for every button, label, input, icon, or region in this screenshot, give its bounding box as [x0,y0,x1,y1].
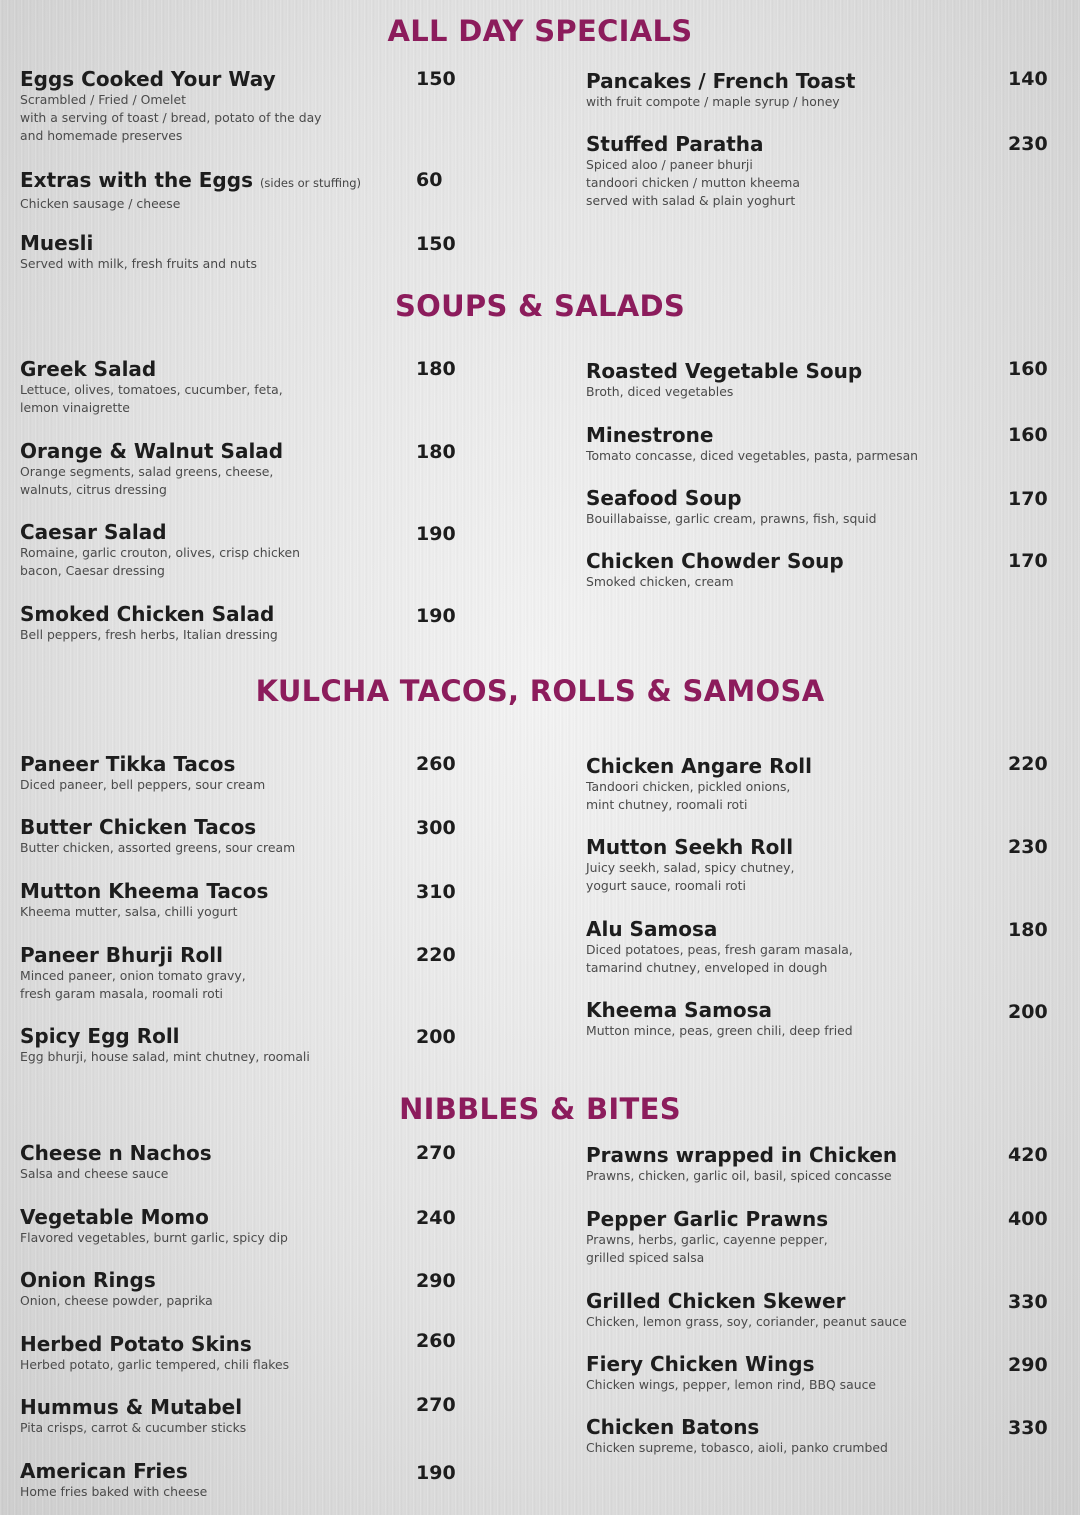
item-price: 290 [1008,1354,1048,1376]
item-name: Chicken Chowder Soup [586,549,844,573]
item-name: Herbed Potato Skins [20,1332,252,1356]
item-name: Greek Salad [20,357,157,381]
item-desc: Mutton mince, peas, green chili, deep fried [586,1023,853,1038]
item-name: Spicy Egg Roll [20,1024,180,1048]
item-desc: Juicy seekh, salad, spicy chutney, yogurt sauce, roomali roti [586,860,795,893]
item-name: Seafood Soup [586,486,742,510]
item-price: 420 [1008,1144,1048,1166]
menu-item-herbed-potato-skins [20,1332,289,1374]
menu-item-alu-samosa [586,917,853,977]
section-title-nibbles-bites: NIBBLES & BITES [399,1092,681,1126]
item-desc: Spiced aloo / paneer bhurji tandoori chicken / mutton kheema served with salad & plain yoghurt [586,157,800,208]
item-desc: Butter chicken, assorted greens, sour cream [20,840,296,855]
item-desc: Chicken sausage / cheese [20,196,181,211]
item-name: Eggs Cooked Your Way [20,67,276,91]
menu-item-hummus-mutabel [20,1395,246,1437]
menu-item-vegetable-momo [20,1205,288,1247]
item-desc: with fruit compote / maple syrup / honey [586,94,840,109]
item-name: Vegetable Momo [20,1205,209,1229]
menu-item-extras-with-the-eggs [20,168,361,213]
item-name: Hummus & Mutabel [20,1395,243,1419]
item-name: Chicken Batons [586,1415,760,1439]
menu-item-mutton-seekh-roll [586,835,794,895]
menu-item-chicken-batons [586,1415,888,1457]
menu-item-cheese-n-nachos [20,1141,212,1183]
item-price: 310 [416,881,456,903]
item-name: Pepper Garlic Prawns [586,1207,829,1231]
item-desc: Chicken wings, pepper, lemon rind, BBQ sauce [586,1377,877,1392]
section-title-kulcha-tacos-rolls-samosa: KULCHA TACOS, ROLLS & SAMOSA [255,674,825,708]
item-desc: Diced paneer, bell peppers, sour cream [20,777,266,792]
item-name: Roasted Vegetable Soup [586,359,863,383]
item-price: 230 [1008,133,1048,155]
item-price: 150 [416,68,456,90]
item-name: Caesar Salad [20,520,167,544]
item-desc: Chicken, lemon grass, soy, coriander, peanut sauce [586,1314,907,1329]
item-desc: Minced paneer, onion tomato gravy, fresh garam masala, roomali roti [20,968,246,1001]
menu-item-pepper-garlic-prawns [586,1207,828,1267]
menu-item-stuffed-paratha [586,132,800,210]
item-desc: Onion, cheese powder, paprika [20,1293,213,1308]
item-name: Fiery Chicken Wings [586,1352,815,1376]
item-desc: Romaine, garlic crouton, olives, crisp chicken bacon, Caesar dressing [20,545,301,578]
item-price: 260 [416,753,456,775]
menu-item-chicken-angare-roll [586,754,812,814]
menu-item-minestrone [586,423,918,465]
menu-item-pancakes-french-toast [586,69,855,111]
item-price: 220 [1008,753,1048,775]
item-price: 290 [416,1270,456,1292]
menu-item-paneer-bhurji-roll [20,943,246,1003]
item-price: 330 [1008,1417,1048,1439]
menu-item-grilled-chicken-skewer [586,1289,907,1331]
item-name: American Fries [20,1459,188,1483]
menu-item-american-fries [20,1459,207,1501]
item-name: Smoked Chicken Salad [20,602,275,626]
item-desc: Bell peppers, fresh herbs, Italian dressing [20,627,278,642]
item-name: Orange & Walnut Salad [20,439,284,463]
item-name: Chicken Angare Roll [586,754,812,778]
item-price: 170 [1008,488,1048,510]
item-price: 220 [416,944,456,966]
menu-item-prawns-wrapped-in-chicken [586,1143,897,1185]
menu-item-kheema-samosa [586,998,853,1040]
item-desc: Scrambled / Fried / Omelet with a serving of toast / bread, potato of the day and homemade preserves [20,92,322,143]
item-desc: Egg bhurji, house salad, mint chutney, roomali [20,1049,310,1064]
item-name: Onion Rings [20,1268,156,1292]
item-name: Pancakes / French Toast [586,69,856,93]
item-price: 180 [416,358,456,380]
item-price: 330 [1008,1291,1048,1313]
item-price: 140 [1008,68,1048,90]
item-price: 60 [416,169,443,191]
item-name: Mutton Seekh Roll [586,835,794,859]
item-desc: Salsa and cheese sauce [20,1166,169,1181]
item-desc: Chicken supreme, tobasco, aioli, panko crumbed [586,1440,888,1455]
menu-item-spicy-egg-roll [20,1024,310,1066]
item-price: 190 [416,523,456,545]
item-price: 170 [1008,550,1048,572]
item-name: Paneer Tikka Tacos [20,752,236,776]
item-price: 180 [416,441,456,463]
item-name: Kheema Samosa [586,998,773,1022]
item-desc: Herbed potato, garlic tempered, chili flakes [20,1357,290,1372]
menu-item-caesar-salad [20,520,300,580]
item-desc: Orange segments, salad greens, cheese, walnuts, citrus dressing [20,464,274,497]
item-name: Grilled Chicken Skewer [586,1289,846,1313]
item-price: 190 [416,605,456,627]
item-price: 300 [416,817,456,839]
item-price: 190 [416,1462,456,1484]
item-note: (sides or stuffing) [259,176,362,190]
item-desc: Smoked chicken, cream [586,574,734,589]
item-price: 230 [1008,836,1048,858]
menu-item-seafood-soup [586,486,877,528]
item-name: Prawns wrapped in Chicken [586,1143,898,1167]
item-desc: Pita crisps, carrot & cucumber sticks [20,1420,247,1435]
item-price: 270 [416,1394,456,1416]
item-price: 150 [416,233,456,255]
item-desc: Tomato concasse, diced vegetables, pasta, parmesan [586,448,919,463]
item-desc: Prawns, herbs, garlic, cayenne pepper, grilled spiced salsa [586,1232,828,1265]
item-price: 240 [416,1207,456,1229]
item-name: Paneer Bhurji Roll [20,943,223,967]
item-desc: Home fries baked with cheese [20,1484,208,1499]
item-name: Mutton Kheema Tacos [20,879,269,903]
item-desc: Served with milk, fresh fruits and nuts [20,256,257,271]
menu-item-roasted-vegetable-soup [586,359,862,401]
section-title-soups-salads: SOUPS & SALADS [394,289,686,323]
item-price: 200 [1008,1001,1048,1023]
item-price: 160 [1008,424,1048,446]
menu-item-smoked-chicken-salad [20,602,278,644]
menu-item-fiery-chicken-wings [586,1352,876,1394]
menu-item-muesli [20,231,257,273]
menu-item-butter-chicken-tacos [20,815,295,857]
item-desc: Bouillabaisse, garlic cream, prawns, fish, squid [586,511,877,526]
item-desc: Lettuce, olives, tomatoes, cucumber, feta, lemon vinaigrette [20,382,283,415]
menu-item-mutton-kheema-tacos [20,879,268,921]
menu-item-paneer-tikka-tacos [20,752,265,794]
item-price: 260 [416,1330,456,1352]
menu-item-greek-salad [20,357,283,417]
item-name: Minestrone [586,423,714,447]
menu-item-chicken-chowder-soup [586,549,844,591]
menu-item-eggs-cooked-your-way [20,67,322,145]
item-price: 200 [416,1026,456,1048]
menu-item-onion-rings [20,1268,213,1310]
item-name: Stuffed Paratha [586,132,764,156]
item-name: Extras with the Eggs [20,168,253,192]
item-desc: Broth, diced vegetables [586,384,734,399]
item-desc: Diced potatoes, peas, fresh garam masala, tamarind chutney, enveloped in dough [586,942,853,975]
item-desc: Kheema mutter, salsa, chilli yogurt [20,904,238,919]
item-price: 160 [1008,358,1048,380]
item-name: Muesli [20,231,94,255]
item-price: 400 [1008,1208,1048,1230]
item-desc: Flavored vegetables, burnt garlic, spicy dip [20,1230,288,1245]
item-desc: Tandoori chicken, pickled onions, mint chutney, roomali roti [586,779,791,812]
menu-item-orange-walnut-salad [20,439,283,499]
item-name: Cheese n Nachos [20,1141,212,1165]
section-title-all-day-specials: ALL DAY SPECIALS [387,14,693,48]
item-name: Alu Samosa [586,917,718,941]
item-desc: Prawns, chicken, garlic oil, basil, spiced concasse [586,1168,892,1183]
item-price: 180 [1008,919,1048,941]
item-price: 270 [416,1142,456,1164]
item-name: Butter Chicken Tacos [20,815,257,839]
